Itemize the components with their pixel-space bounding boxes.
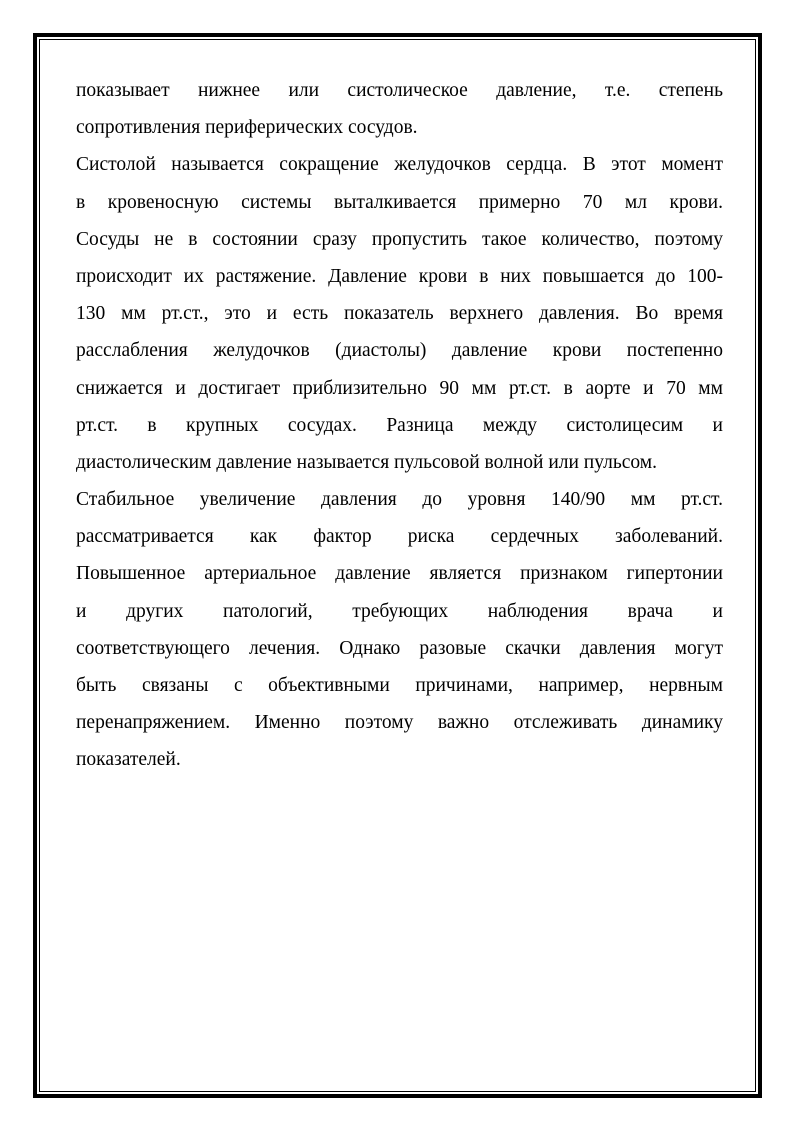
text-line: Сосуды не в состоянии сразу пропустить такое количество, поэтому bbox=[76, 228, 723, 250]
text-line: Повышенное артериальное давление является признаком гипертонии bbox=[76, 563, 723, 585]
text-line: Стабильное увеличение давления до уровня 140/90 мм рт.ст. bbox=[76, 489, 723, 511]
text-line: сопротивления периферических сосудов. bbox=[76, 117, 418, 139]
text-line: рт.ст. в крупных сосудах. Разница между систолицесим и bbox=[76, 414, 723, 436]
text-line: быть связаны с объективными причинами, например, нервным bbox=[76, 675, 723, 696]
text-line: снижается и достигает приблизительно 90 мм рт.ст. в аорте и 70 мм bbox=[76, 377, 723, 399]
text-line: расслабления желудочков (диастолы) давление крови постепенно bbox=[76, 340, 723, 362]
text-line: 130 мм рт.ст., это и есть показатель верхнего давления. Во время bbox=[76, 303, 723, 325]
text-line: и других патологий, требующих наблюдения врача и bbox=[76, 600, 723, 622]
text-line: в кровеносную системы выталкивается примерно 70 мл крови. bbox=[76, 191, 723, 213]
text-line: происходит их растяжение. Давление крови в них повышается до 100- bbox=[76, 265, 723, 287]
text-line: соответствующего лечения. Однако разовые скачки давления могут bbox=[76, 637, 723, 659]
text-line: рассматривается как фактор риска сердечных заболеваний. bbox=[76, 526, 723, 548]
text-line: диастолическим давление называется пульсовой волной или пульсом. bbox=[76, 451, 658, 473]
text-line: Систолой называется сокращение желудочков сердца. В этот момент bbox=[76, 154, 723, 176]
text-line: показывает нижнее или систолическое давление, т.е. степень bbox=[76, 80, 723, 101]
text-line: показателей. bbox=[76, 749, 181, 771]
document-body bbox=[76, 72, 723, 779]
text-line: перенапряжением. Именно поэтому важно отслеживать динамику bbox=[76, 712, 723, 734]
